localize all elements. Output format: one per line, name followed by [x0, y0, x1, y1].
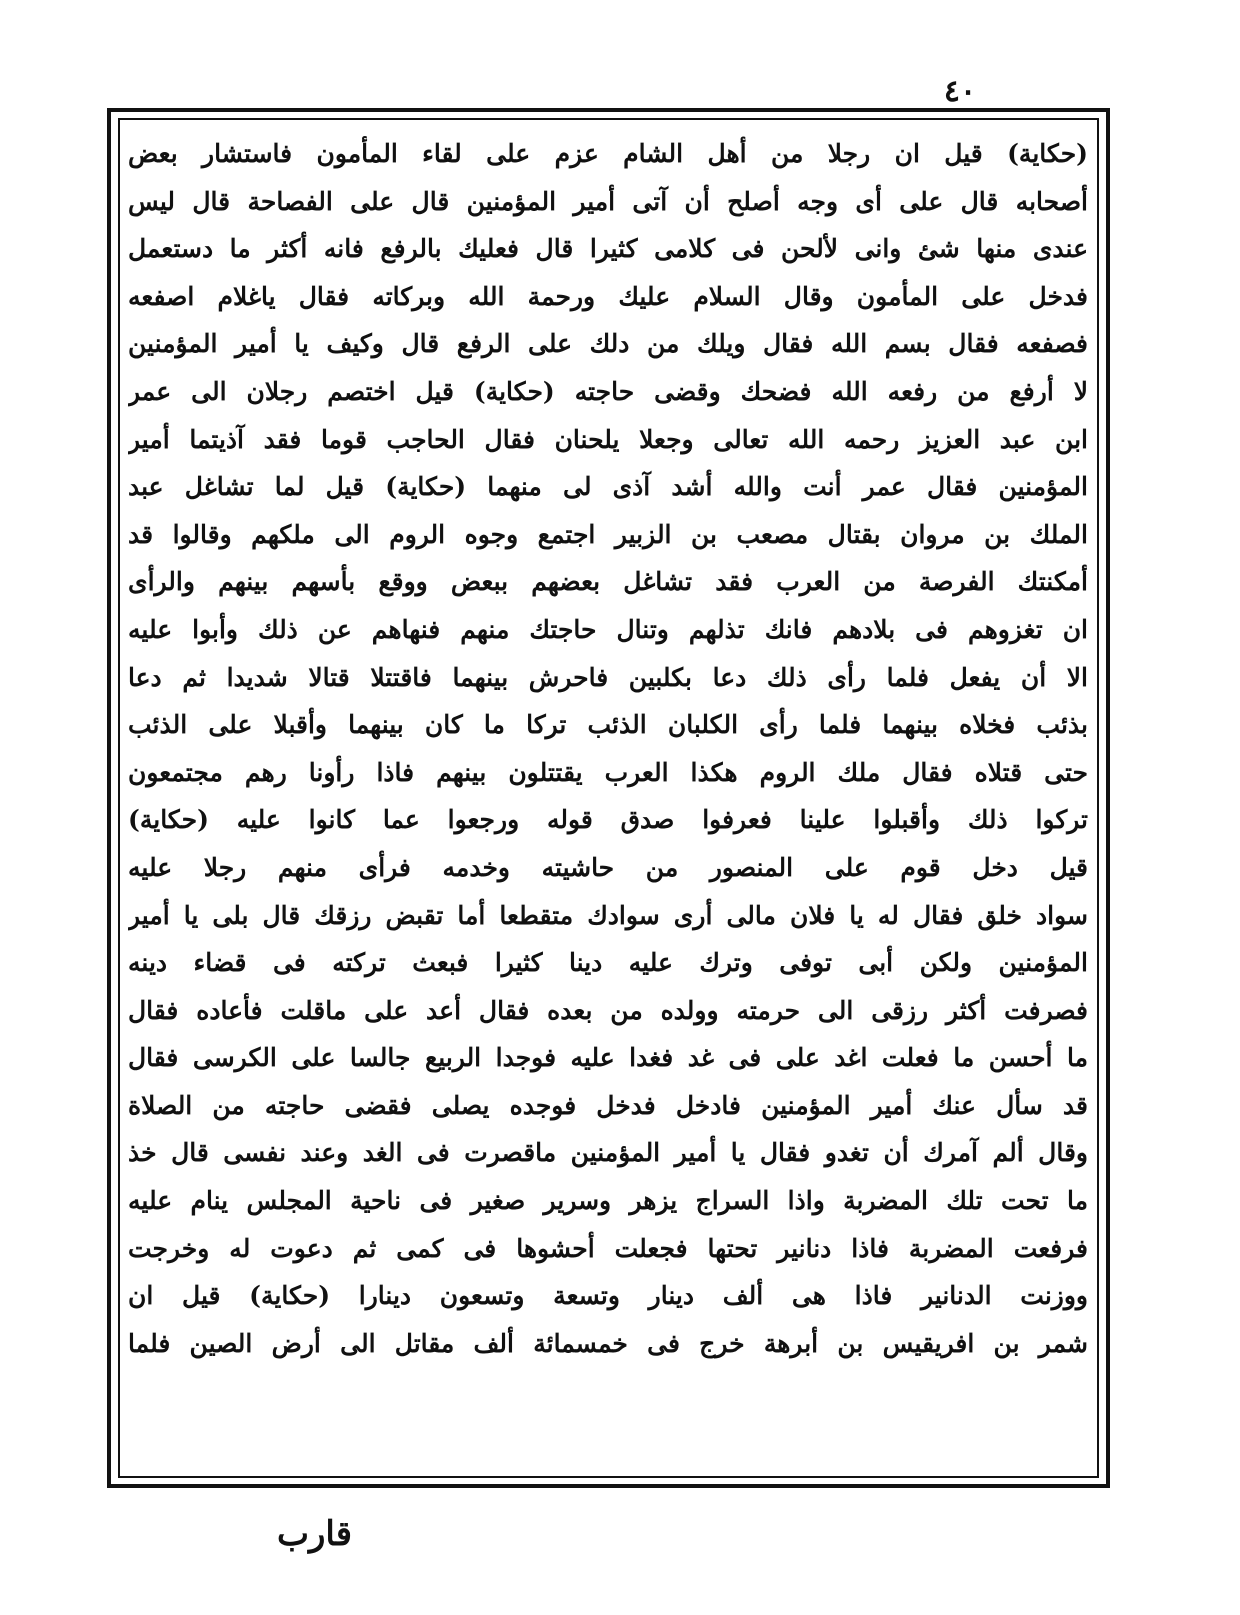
- text-line: ان تغزوهم فى بلادهم فانك تذلهم وتنال حاجتك منهم فنهاهم عن ذلك وأبوا عليه: [128, 614, 1088, 644]
- catchword: قارب: [276, 1514, 352, 1554]
- text-body: [128, 130, 1088, 1470]
- text-line: فصفعه فقال بسم الله فقال ويلك من دلك على الرفع قال وكيف يا أمير المؤمنين: [128, 329, 1088, 359]
- text-line: وقال ألم آمرك أن تغدو فقال يا أمير المؤمنين ماقصرت فى الغد وعند نفسى قال خذ: [128, 1138, 1088, 1168]
- text-line: ما أحسن ما فعلت اغد على فى غد فغدا عليه فوجدا الربيع جالسا على الكرسى فقال: [128, 1043, 1088, 1073]
- text-line: المؤمنين ولكن أبى توفى وترك عليه دينا كثيرا فبعث تركته فى قضاء دينه: [128, 948, 1088, 978]
- text-line: (حكاية) قيل ان رجلا من أهل الشام عزم على لقاء المأمون فاستشار بعض: [128, 139, 1088, 168]
- text-line: فدخل على المأمون وقال السلام عليك ورحمة الله وبركاته فقال ياغلام اصفعه: [128, 281, 1088, 311]
- text-line: أصحابه قال على أى وجه أصلح أن آتى أمير المؤمنين قال على الفصاحة قال ليس: [128, 186, 1088, 216]
- text-line: قيل دخل قوم على المنصور من حاشيته وخدمه فرأى منهم رجلا عليه: [128, 852, 1088, 882]
- text-line: لا أرفع من رفعه الله فضحك وقضى حاجته (حكاية) قيل اختصم رجلان الى عمر: [128, 376, 1088, 406]
- text-line: فرفعت المضربة فاذا دنانير تحتها فجعلت أحشوها فى كمى ثم دعوت له وخرجت: [128, 1233, 1088, 1263]
- text-line: قد سأل عنك أمير المؤمنين فادخل فدخل فوجده يصلى فقضى حاجته من الصلاة: [128, 1090, 1088, 1120]
- text-line: ووزنت الدنانير فاذا هى ألف دينار وتسعة وتسعون دينارا (حكاية) قيل ان: [128, 1281, 1088, 1311]
- text-line: حتى قتلاه فقال ملك الروم هكذا العرب يقتتلون بينهم فاذا رأونا رهم مجتمعون: [128, 757, 1088, 787]
- text-line: تركوا ذلك وأقبلوا علينا فعرفوا صدق قوله ورجعوا عما كانوا عليه (حكاية): [128, 805, 1088, 835]
- text-line: سواد خلق فقال له يا فلان مالى أرى سوادك متقطعا أما تقبض رزقك قال بلى يا أمير: [128, 900, 1088, 930]
- text-line: بذئب فخلاه بينهما فلما رأى الكلبان الذئب تركا ما كان بينهما وأقبلا على الذئب: [128, 710, 1088, 740]
- text-line: الا أن يفعل فلما رأى ذلك دعا بكلبين فاحرش بينهما فاقتتلا قتالا شديدا ثم دعا: [128, 662, 1088, 692]
- text-line: ما تحت تلك المضربة واذا السراج يزهر وسرير صغير فى ناحية المجلس ينام عليه: [128, 1186, 1088, 1216]
- text-line: المؤمنين فقال عمر أنت والله أشد آذى لى منهما (حكاية) قيل لما تشاغل عبد: [128, 472, 1088, 502]
- text-line: ابن عبد العزيز رحمه الله تعالى وجعلا يلحنان فقال الحاجب قوما فقد آذيتما أمير: [128, 424, 1088, 454]
- page-number: ٤٠: [943, 74, 977, 109]
- text-line: فصرفت أكثر رزقى الى حرمته وولده من بعده فقال أعد على ماقلت فأعاده فقال: [128, 995, 1088, 1025]
- text-line: عندى منها شئ وانى لألحن فى كلامى كثيرا قال فعليك بالرفع فانه أكثر ما دستعمل: [128, 234, 1088, 264]
- text-line: أمكنتك الفرصة من العرب فقد تشاغل بعضهم ببعض ووقع بأسهم بينهم والرأى: [128, 567, 1088, 597]
- text-line: الملك بن مروان بقتال مصعب بن الزبير اجتمع وجوه الروم الى ملكهم وقالوا قد: [128, 519, 1088, 549]
- text-line: شمر بن افريقيس بن أبرهة خرج فى خمسمائة ألف مقاتل الى أرض الصين فلما: [128, 1328, 1088, 1358]
